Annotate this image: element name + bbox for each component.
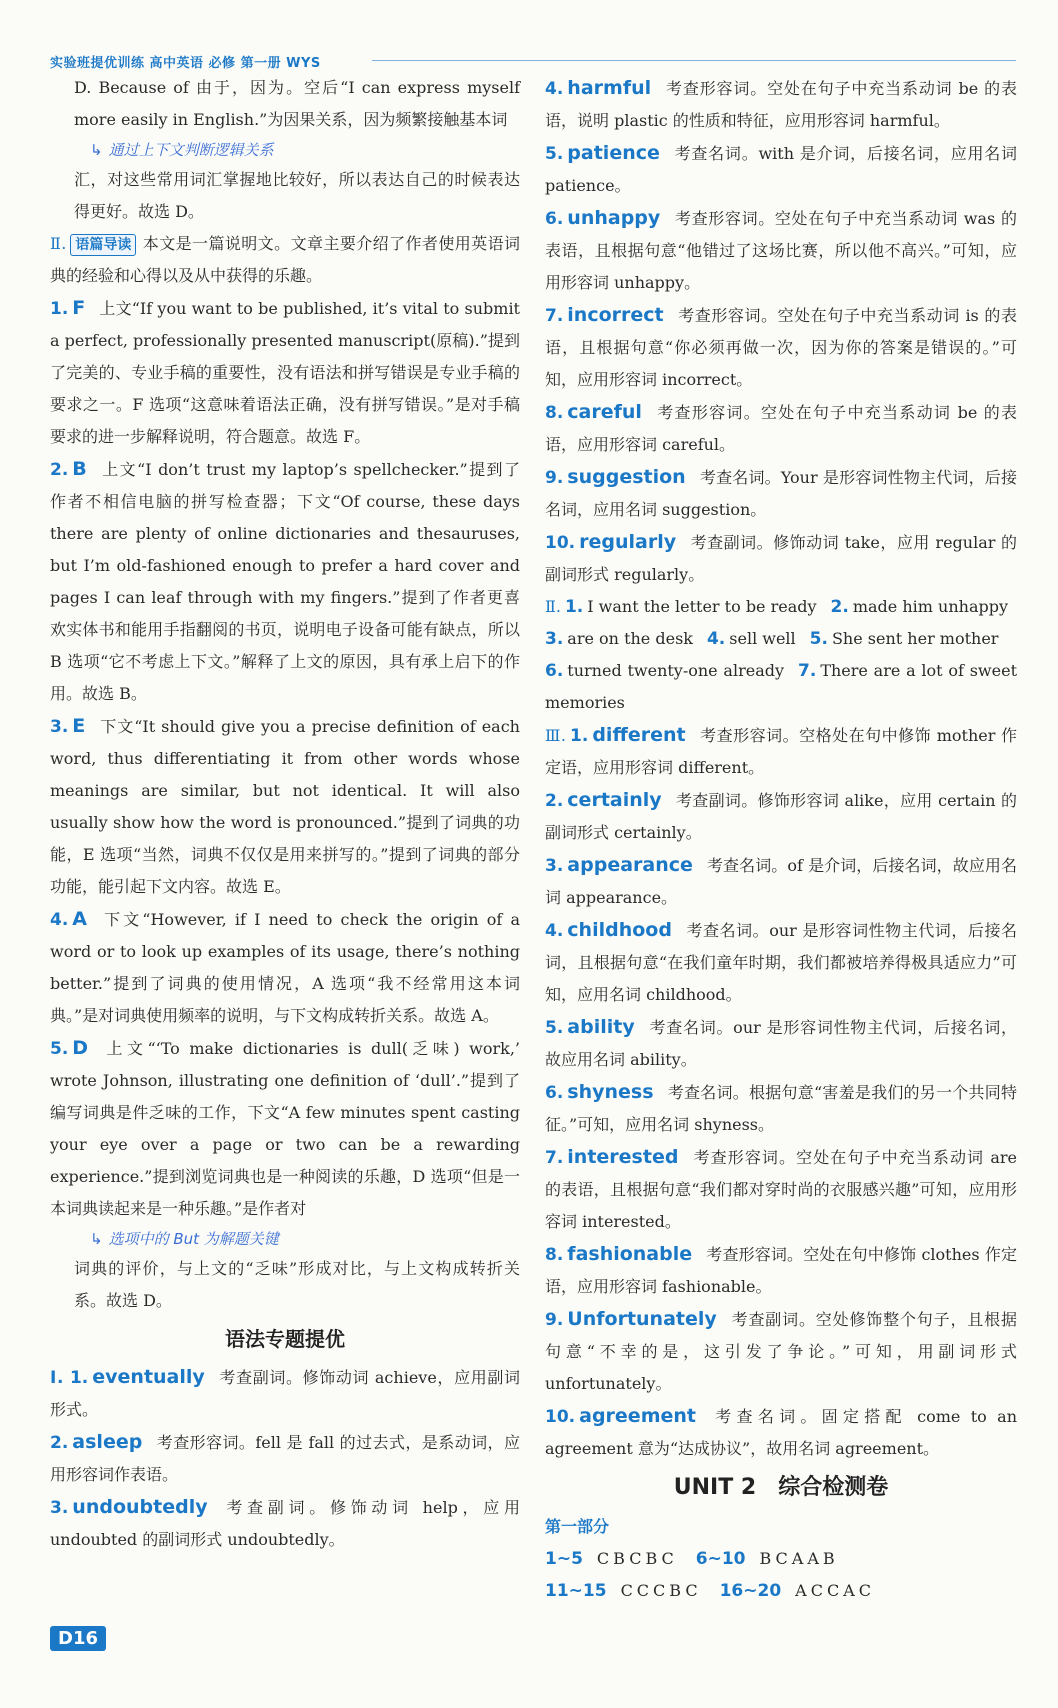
handwritten-note-1: [50, 136, 520, 164]
item-number: 3.: [545, 856, 564, 876]
item-number: 7.: [545, 306, 564, 326]
item-answer-text: sell well: [729, 629, 796, 648]
d-explanation-part2: 汇，对这些常用词汇掌握地比较好，所以表达自己的时候表达得更好。故选 D。: [74, 170, 520, 221]
section-2-line-3: [545, 655, 1017, 719]
answer-item: [545, 1011, 1017, 1076]
item-number: 10.: [545, 533, 576, 553]
item-explanation: 考查形容词。空处在句子中充当系动词 was 的表语，且根据句意“他错过了这场比赛，所以他不高兴。”可知，应用形容词 unhappy。: [545, 209, 1017, 292]
item-explanation: 考查副词。修饰形容词 alike，应用 certain 的副词形式 certainly。: [545, 791, 1017, 842]
item-number: 8.: [545, 403, 564, 423]
item-number: 1.: [564, 597, 584, 617]
item-explanation: 下文“It should give you a precise definition of each word, thus differentiating it from other words whose meanings are similar, but not identical. It will also usually show how the word is pronounced.”提到了词典的功能，E 选项“当然，词典不仅仅是用来拼写的。”提到了词典的部分功能，能引起下文内容。故选 E。: [50, 717, 520, 896]
item-answer: A: [72, 908, 88, 930]
section-label: Ⅱ.: [50, 234, 67, 253]
answer-item: [545, 202, 1017, 299]
key-letters: CBCBC: [596, 1549, 678, 1568]
answer-item: [50, 453, 520, 710]
item-answer: B: [72, 458, 87, 480]
answer-item: [545, 396, 1017, 461]
item-explanation: 考查形容词。空格处在句中修饰 mother 作定语，应用形容词 different。: [545, 726, 1017, 777]
answer-item: [545, 1141, 1017, 1238]
item-answer: Unfortunately: [567, 1308, 717, 1330]
item-explanation: 考查形容词。空处在句子中充当系动词 is 的表语，且根据句意“你必须再做一次，因为你的答案是错误的。”可知，应用形容词 incorrect。: [545, 306, 1017, 389]
item-explanation: 考查名词。根据句意“害羞是我们的另一个共同特征。”可知，应用名词 shyness。: [545, 1083, 1017, 1134]
answer-item: [545, 849, 1017, 914]
item-answer: agreement: [579, 1405, 696, 1427]
item-explanation: 考查形容词。fell 是 fall 的过去式，是系动词，应用形容词作表语。: [50, 1433, 520, 1484]
item-answer: incorrect: [567, 304, 664, 326]
item-answer: E: [72, 715, 86, 737]
item-explanation: 考查名词。our 是形容词性物主代词，后接名词，且根据句意“在我们童年时期，我们都被培养得极具适应力”可知，应用名词 childhood。: [545, 921, 1017, 1004]
key-letters: BCAAB: [759, 1549, 839, 1568]
grammar-item: [50, 1491, 520, 1556]
item-explanation: 考查名词。固定搭配 come to an agreement 意为“达成协议”，故用名词 agreement。: [545, 1407, 1017, 1458]
item-explanation: 下文“However, if I need to check the origin of a word or to look up examples of its usage, there’s nothing better.”提到了词典的使用情况，A 选项“我不经常用这本词典。”是对词典使用频率的说明，与下文构成转折关系。故选 A。: [50, 910, 520, 1025]
answer-item: [50, 903, 520, 1032]
item-number: 2.: [545, 791, 564, 811]
item-answer: careful: [567, 401, 642, 423]
item-explanation: 考查名词。of 是介词，后接名词，故应用名词 appearance。: [545, 856, 1017, 907]
item-number: 5.: [545, 1018, 564, 1038]
item-number: 5.: [809, 629, 828, 649]
item-explanation: 考查形容词。空处在句子中充当系动词 are 的表语，且根据句意“我们都对穿时尚的衣服感兴趣”可知，应用形容词 interested。: [545, 1148, 1017, 1231]
item-answer: regularly: [579, 531, 677, 553]
section-label: Ⅱ.: [545, 597, 561, 616]
answer-item: [545, 1238, 1017, 1303]
left-column: [50, 72, 520, 1556]
item-answer: D: [72, 1037, 89, 1059]
answer-item: [545, 461, 1017, 526]
item-number: 3.: [50, 717, 69, 737]
item-number: 6.: [545, 1083, 564, 1103]
item-number: 2.: [830, 597, 849, 617]
item-number: 8.: [545, 1245, 564, 1265]
item-number: 4.: [706, 629, 726, 649]
note-text: 选项中的 But 为解题关键: [108, 1230, 279, 1248]
key-range: 6~10: [695, 1549, 746, 1569]
answer-item: [545, 137, 1017, 202]
item-answer: patience: [567, 142, 660, 164]
item-answer: suggestion: [567, 466, 686, 488]
item-number: 2.: [50, 1433, 69, 1453]
item-number: 1.: [50, 299, 69, 319]
item-answer: interested: [567, 1146, 679, 1168]
answer-key-row: [545, 1575, 1017, 1607]
header-rule: [372, 60, 1016, 61]
item-answer-text: There are a lot of sweet memories: [545, 661, 1017, 712]
item-explanation: 考查名词。our 是形容词性物主代词，后接名词，故应用名词 ability。: [545, 1018, 1017, 1069]
item-answer: undoubtedly: [72, 1496, 208, 1518]
page-number: D16: [50, 1626, 106, 1651]
right-column: [545, 72, 1017, 1607]
section-label: Ⅲ.: [545, 726, 567, 745]
item-answer-text: She sent her mother: [831, 629, 999, 648]
item-explanation: 考查名词。with 是介词，后接名词，应用名词 patience。: [545, 144, 1017, 195]
item-answer: ability: [567, 1016, 635, 1038]
item-answer-text: I want the letter to be ready: [587, 597, 817, 616]
item-explanation: 考查形容词。空处在句子中充当系动词 be 的表语，说明 plastic 的性质和特征，应用形容词 harmful。: [545, 79, 1017, 130]
item-answer: eventually: [92, 1366, 205, 1388]
item-number: Ⅰ. 1.: [50, 1368, 89, 1388]
handwritten-note-2: [50, 1225, 520, 1253]
item-number: 2.: [50, 460, 69, 480]
item-number: 6.: [545, 209, 564, 229]
key-letters: CCCBC: [620, 1581, 702, 1600]
page-header: 实验班提优训练 高中英语 必修 第一册 WYS: [50, 56, 321, 71]
answer-item: [545, 299, 1017, 396]
item-number: 4.: [545, 921, 564, 941]
grammar-item: [50, 1361, 520, 1426]
item-answer: harmful: [567, 77, 652, 99]
answer-item: [545, 1303, 1017, 1400]
item-explanation: 考查副词。修饰动词 achieve，应用副词形式。: [50, 1368, 520, 1419]
answer-item: [50, 710, 520, 903]
answer-item: [545, 914, 1017, 1011]
note-text: 通过上下文判断逻辑关系: [108, 141, 274, 159]
item-number: 9.: [545, 468, 564, 488]
curved-arrow-icon: ↳: [90, 1230, 103, 1248]
item-answer-text: made him unhappy: [852, 597, 1009, 616]
item-answer: unhappy: [567, 207, 661, 229]
item-answer: different: [592, 724, 686, 746]
item-explanation: 考查副词。空处修饰整个句子，且根据句意“不幸的是，这引发了争论。”可知，用副词形式 unfortunately。: [545, 1310, 1017, 1393]
item-number: 3.: [50, 1498, 69, 1518]
key-letters: ACCAC: [795, 1581, 875, 1600]
item-answer: certainly: [567, 789, 662, 811]
item-number: 5.: [50, 1039, 69, 1059]
item-5-end: 词典的评价，与上文的“乏味”形成对比，与上文构成转折关系。故选 D。: [74, 1259, 520, 1310]
item-answer: appearance: [567, 854, 693, 876]
grammar-item: [50, 1426, 520, 1491]
answer-item: [545, 526, 1017, 591]
section-tag: 语篇导读: [70, 234, 136, 256]
item-number: 6.: [545, 661, 564, 681]
key-range: 1~5: [545, 1549, 583, 1569]
answer-item: [545, 1076, 1017, 1141]
key-range: 11~15: [545, 1581, 607, 1601]
grammar-heading: 语法专题提优: [225, 1327, 345, 1351]
item-explanation: 考查形容词。空处在句子中充当系动词 be 的表语，应用形容词 careful。: [545, 403, 1017, 454]
item-explanation: 考查形容词。空处在句中修饰 clothes 作定语，应用形容词 fashionable。: [545, 1245, 1017, 1296]
part-label: 第一部分: [545, 1517, 610, 1536]
item-number: 4.: [50, 910, 69, 930]
section-text: 本文是一篇说明文。文章主要介绍了作者使用英语词典的经验和心得以及从中获得的乐趣。: [50, 234, 520, 285]
section-2-intro: [50, 228, 520, 292]
section-2-line-2: [545, 623, 1017, 655]
item-explanation: 考查名词。Your 是形容词性物主代词，后接名词，应用名词 suggestion。: [545, 468, 1017, 519]
item-answer: shyness: [567, 1081, 654, 1103]
answer-item: [545, 784, 1017, 849]
curved-arrow-icon: ↳: [90, 141, 103, 159]
item-number: 10.: [545, 1407, 576, 1427]
answer-item: [545, 719, 1017, 784]
section-2-line-1: [545, 591, 1017, 623]
answer-item: [545, 72, 1017, 137]
answer-item: [50, 1032, 520, 1225]
answer-item: [50, 292, 520, 453]
item-number: 4.: [545, 79, 564, 99]
item-number: 7.: [798, 661, 817, 681]
item-explanation: 上文“If you want to be published, it’s vital to submit a perfect, professionally presented manuscript(原稿).”提到了完美的、专业手稿的重要性，没有语法和拼写错误是专业手稿的要求之一。F 选项“这意味着语法正确，没有拼写错误。”是对手稿要求的进一步解释说明，符合题意。故选 F。: [50, 299, 520, 446]
item-number: 9.: [545, 1310, 564, 1330]
item-answer-text: turned twenty-one already: [567, 661, 785, 680]
item-number: 1.: [570, 726, 589, 746]
item-explanation: 考查副词。修饰动词 take，应用 regular 的副词形式 regularly。: [545, 533, 1017, 584]
key-range: 16~20: [719, 1581, 782, 1601]
answer-item: [545, 1400, 1017, 1465]
item-answer: childhood: [567, 919, 672, 941]
item-number: 7.: [545, 1148, 564, 1168]
item-explanation: 上文“I don’t trust my laptop’s spellchecker.”提到了作者不相信电脑的拼写检查器；下文“Of course, these days there are plenty of online dictionaries and thesauruses, but I’m old-fashioned enough to prefer a hard cover and pages I can leaf through with my fingers.”提到了作者更喜欢实体书和能用手指翻阅的书页，说明电子设备可能有缺点，所以 B 选项“它不考虑上下文。”解释了上文的原因，具有承上启下的作用。故选 B。: [50, 460, 520, 703]
item-answer: asleep: [72, 1431, 143, 1453]
item-number: 5.: [545, 144, 564, 164]
item-answer-text: are on the desk: [567, 629, 693, 648]
unit-title: UNIT 2 综合检测卷: [673, 1475, 889, 1500]
answer-key-row: [545, 1543, 1017, 1575]
item-answer: fashionable: [567, 1243, 693, 1265]
item-answer: F: [72, 297, 86, 319]
item-explanation: 上文“‘To make dictionaries is dull(乏味) work,’ wrote Johnson, illustrating one definition of ‘dull’.”提到了编写词典是件乏味的工作，下文“A few minutes spent casting your eye over a page or two can be a rewarding experience.”提到浏览词典也是一种阅读的乐趣，D 选项“但是一本词典读起来是一种乐趣。”是作者对: [50, 1039, 520, 1218]
d-explanation-part1: D. Because of 由于，因为。空后“I can express myself more easily in English.”为因果关系，因为频繁接触基本词: [74, 78, 520, 129]
item-explanation: 考查副词。修饰动词 help，应用 undoubted 的副词形式 undoubtedly。: [50, 1498, 520, 1549]
item-number: 3.: [545, 629, 564, 649]
